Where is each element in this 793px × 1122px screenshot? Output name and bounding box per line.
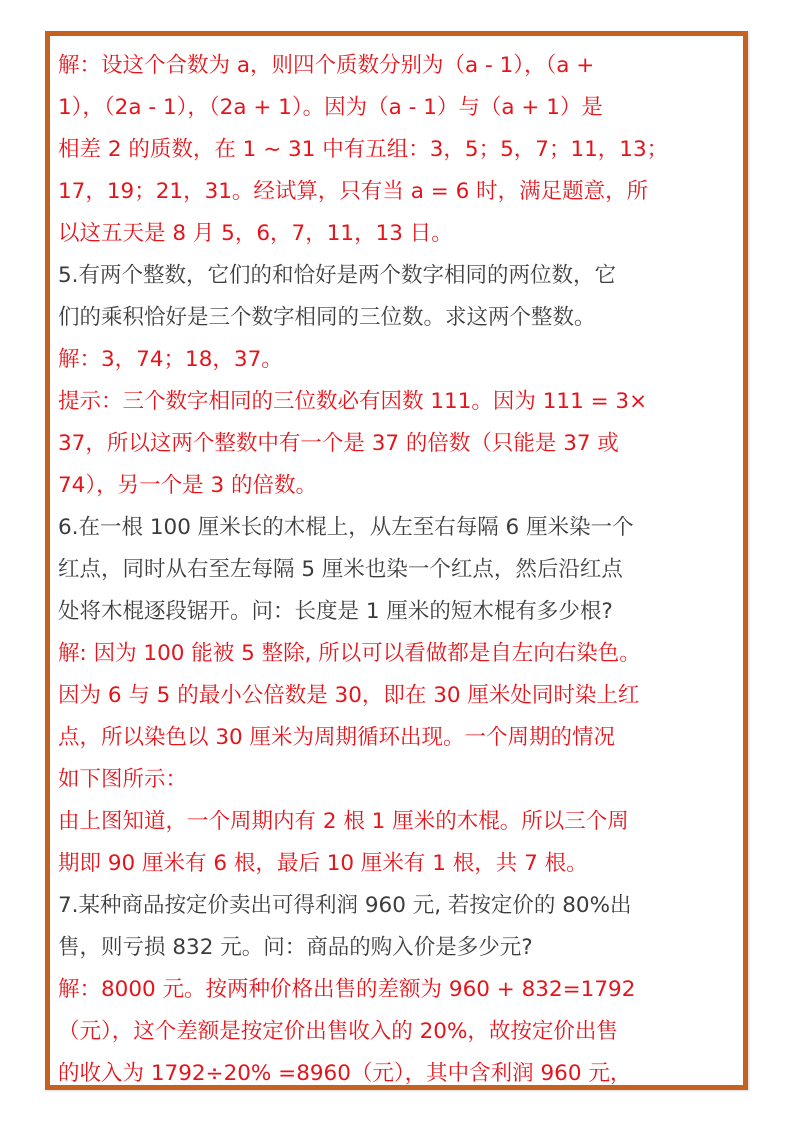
answer-7-line-3: 的收入为 1792÷20% =8960（元），其中含利润 960 元， [58, 1061, 632, 1086]
hint-5-line-1: 提示：三个数字相同的三位数必有因数 111。因为 111 = 3× [58, 389, 648, 414]
page-border-frame [45, 31, 748, 1090]
answer-4-line-4: 17，19；21，31。经试算，只有当 a = 6 时，满足题意，所 [58, 179, 649, 204]
answer-5: 解：3，74；18，37。 [58, 347, 283, 372]
question-7-line-2: 售，则亏损 832 元。问：商品的购入价是多少元? [58, 935, 533, 960]
answer-6-line-6: 期即 90 厘米有 6 根，最后 10 厘米有 1 根，共 7 根。 [58, 851, 588, 876]
answer-4-line-1: 解：设这个合数为 a，则四个质数分别为（a - 1），（a + [58, 53, 595, 78]
answer-6-line-2: 因为 6 与 5 的最小公倍数是 30，即在 30 厘米处同时染上红 [58, 683, 640, 708]
answer-4-line-3: 相差 2 的质数，在 1 ~ 31 中有五组：3，5；5，7；11，13； [58, 137, 669, 162]
question-7-line-1: 7.某种商品按定价卖出可得利润 960 元, 若按定价的 80%出 [58, 893, 632, 918]
question-5-line-2: 们的乘积恰好是三个数字相同的三位数。求这两个整数。 [58, 305, 596, 330]
hint-5-line-2: 37，所以这两个整数中有一个是 37 的倍数（只能是 37 或 [58, 431, 619, 456]
answer-7-line-2: （元），这个差额是按定价出售收入的 20%，故按定价出售 [58, 1019, 618, 1044]
question-6-line-2: 红点，同时从右至左每隔 5 厘米也染一个红点，然后沿红点 [58, 557, 623, 582]
answer-6-line-3: 点，所以染色以 30 厘米为周期循环出现。一个周期的情况 [58, 725, 616, 750]
question-5-line-1: 5.有两个整数，它们的和恰好是两个数字相同的两位数，它 [58, 263, 617, 288]
answer-6-line-4: 如下图所示： [58, 767, 188, 792]
answer-4-line-5: 以这五天是 8 月 5，6，7，11，13 日。 [58, 221, 453, 246]
question-6-line-3: 处将木棍逐段锯开。问：长度是 1 厘米的短木棍有多少根? [58, 599, 613, 624]
question-6-line-1: 6.在一根 100 厘米长的木棍上，从左至右每隔 6 厘米染一个 [58, 515, 634, 540]
answer-4-line-2: 1），（2a - 1），（2a + 1）。因为（a - 1）与（a + 1）是 [58, 95, 603, 120]
hint-5-line-3: 74），另一个是 3 的倍数。 [58, 473, 317, 498]
document-body [58, 45, 742, 1095]
answer-7-line-1: 解：8000 元。按两种价格出售的差额为 960 + 832=1792 [58, 977, 636, 1002]
answer-6-line-5: 由上图知道，一个周期内有 2 根 1 厘米的木棍。所以三个周 [58, 809, 629, 834]
answer-6-line-1: 解: 因为 100 能被 5 整除, 所以可以看做都是自左向右染色。 [58, 641, 641, 666]
